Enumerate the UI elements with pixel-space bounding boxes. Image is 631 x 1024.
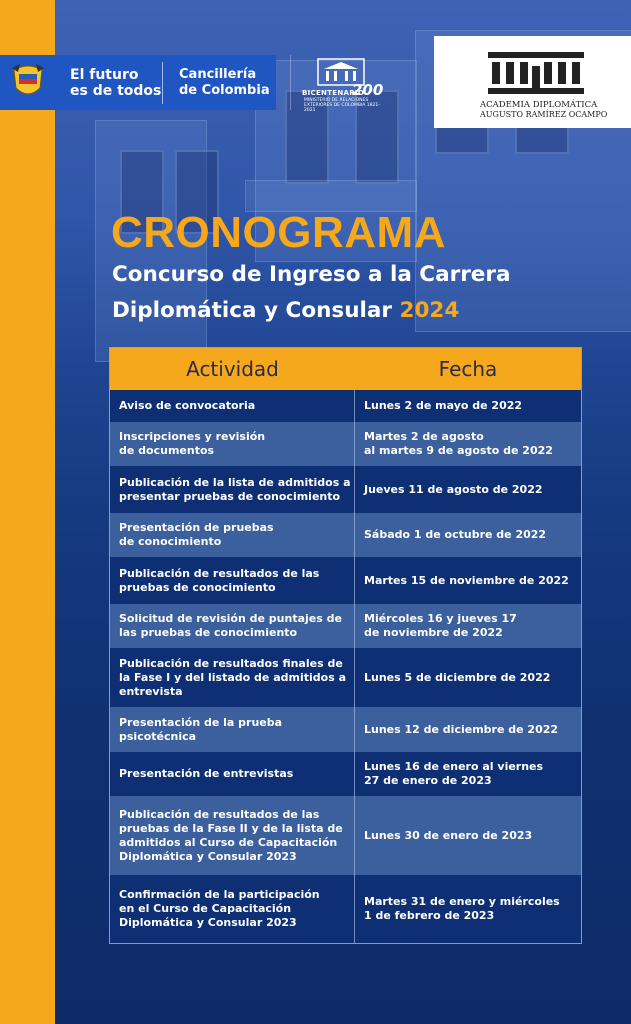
- activity-cell: Presentación de la prueba psicotécnica: [110, 707, 355, 752]
- activity-cell: Inscripciones y revisión de documentos: [110, 422, 355, 466]
- activity-cell: Publicación de resultados de las pruebas de conocimiento: [110, 557, 355, 604]
- ministry-name: Cancillería de Colombia: [179, 67, 270, 98]
- bicentenario-number: 200: [352, 81, 384, 99]
- table-row: [110, 875, 581, 943]
- coat-of-arms-icon: [10, 62, 46, 102]
- table-row: [110, 707, 581, 752]
- activity-cell: Aviso de convocatoria: [110, 390, 355, 422]
- academy-subname: AUGUSTO RAMÍREZ OCAMPO: [480, 110, 608, 119]
- date-cell: Martes 2 de agosto al martes 9 de agosto de 2022: [364, 430, 553, 457]
- table-row: [110, 390, 581, 422]
- table-row: [110, 422, 581, 466]
- bicentenario-sub: MINISTERIO DE RELACIONES EXTERIORES DE COLOMBIA 1821-2021: [304, 98, 380, 113]
- date-cell: Sábado 1 de octubre de 2022: [364, 528, 547, 541]
- date-cell: Miércoles 16 y jueves 17 de noviembre de 2022: [364, 612, 517, 639]
- subtitle-year: 2024: [399, 298, 460, 323]
- subtitle-text: Diplomática y Consular: [112, 298, 392, 323]
- date-cell: Martes 15 de noviembre de 2022: [364, 573, 569, 587]
- page-title: CRONOGRAMA: [111, 208, 446, 257]
- activity-cell: Confirmación de la participación en el Curso de Capacitación Diplomática y Consular 2023: [110, 875, 355, 943]
- activity-cell: Presentación de entrevistas: [110, 752, 355, 796]
- bicentenario-logo: [296, 55, 386, 113]
- table-row: [110, 752, 581, 796]
- col-header-date: Fecha: [438, 357, 498, 381]
- activity-cell: Publicación de resultados finales de la Fase I y del listado de admitidos a entrevista: [110, 648, 355, 707]
- date-cell: Lunes 5 de diciembre de 2022: [364, 670, 551, 684]
- table-row: [110, 796, 581, 875]
- left-accent-stripe: [0, 0, 55, 1024]
- subtitle-line-1: Concurso de Ingreso a la Carrera: [112, 262, 511, 287]
- table-row: [110, 466, 581, 513]
- subtitle-line-2: [112, 298, 459, 323]
- table-row: [110, 604, 581, 648]
- table-row: [110, 513, 581, 557]
- table-row: [110, 648, 581, 707]
- date-cell: Jueves 11 de agosto de 2022: [364, 482, 543, 496]
- activity-cell: Publicación de resultados de las pruebas de la Fase II y de la lista de admitidos al Curso de Capacitación Diplomática y Consular 2023: [110, 796, 355, 875]
- activity-cell: Presentación de pruebas de conocimiento: [110, 513, 355, 557]
- activity-cell: Solicitud de revisión de puntajes de las pruebas de conocimiento: [110, 604, 355, 648]
- date-cell: Lunes 30 de enero de 2023: [364, 828, 533, 842]
- government-slogan: El futuro es de todos: [70, 67, 162, 99]
- academy-building-icon: [486, 50, 586, 96]
- date-cell: Martes 31 de enero y miércoles 1 de febrero de 2023: [364, 895, 560, 922]
- table-row: [110, 557, 581, 604]
- table-body: [110, 390, 581, 943]
- bicentenario-title: BICENTENARIO: [302, 89, 365, 97]
- academy-logo-panel: [434, 36, 631, 128]
- date-cell: Lunes 16 de enero al viernes 27 de enero de 2023: [364, 760, 544, 787]
- date-cell: Lunes 12 de diciembre de 2022: [364, 722, 559, 736]
- header-divider: [162, 62, 163, 104]
- header-divider-2: [290, 55, 291, 110]
- schedule-table: [109, 347, 582, 944]
- table-header: [110, 348, 581, 390]
- date-cell: Lunes 2 de mayo de 2022: [364, 399, 523, 412]
- col-header-activity: Actividad: [186, 357, 279, 381]
- academy-name: ACADEMIA DIPLOMÁTICA: [480, 100, 598, 110]
- activity-cell: Publicación de la lista de admitidos a presentar pruebas de conocimiento: [110, 466, 355, 513]
